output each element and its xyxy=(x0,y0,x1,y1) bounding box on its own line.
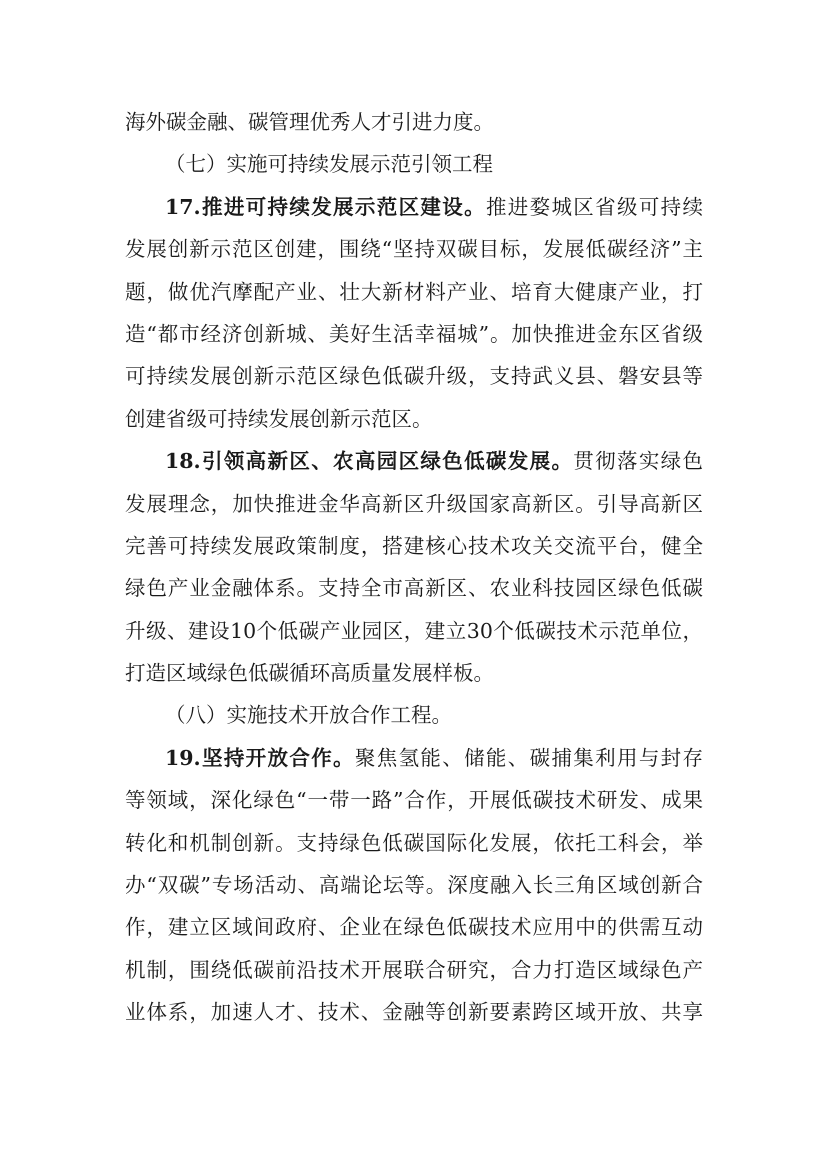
item-17-first-line xyxy=(125,186,703,228)
document-page xyxy=(125,101,703,1034)
paragraph-line: 机制，围绕低碳前沿技术开展联合研究，合力打造区域绿色产 xyxy=(125,957,703,982)
section-heading-7: （七）实施可持续发展示范引领工程 xyxy=(165,152,493,177)
paragraph-line: 发展创新示范区创建，围绕“坚持双碳目标，发展低碳经济”主 xyxy=(125,237,703,262)
paragraph-line: 办“双碳”专场活动、高端论坛等。深度融入长三角区域创新合 xyxy=(125,873,703,898)
item-17-lead: 17.推进可持续发展示范区建设。 xyxy=(165,194,486,219)
paragraph-line: 作，建立区域间政府、企业在绿色低碳技术应用中的供需互动 xyxy=(125,915,703,940)
paragraph-line: 升级、建设10个低碳产业园区，建立30个低碳技术示范单位， xyxy=(125,618,703,643)
item-18-lead: 18.引领高新区、农高园区绿色低碳发展。 xyxy=(165,449,574,474)
paragraph-line: 打造区域绿色低碳循环高质量发展样板。 xyxy=(125,661,494,686)
paragraph-line: 题，做优汽摩配产业、壮大新材料产业、培育大健康产业，打 xyxy=(125,279,703,304)
item-19-first-text: 聚焦氢能、储能、碳捕集利用与封存 xyxy=(354,745,703,770)
item-18-first-line xyxy=(125,440,703,482)
item-17-first-text: 推进婺城区省级可持续 xyxy=(485,194,704,219)
paragraph-line: 创建省级可持续发展创新示范区。 xyxy=(125,406,433,431)
paragraph-line: 转化和机制创新。支持绿色低碳国际化发展，依托工科会，举 xyxy=(125,830,703,855)
item-18-first-text: 贯彻落实绿色 xyxy=(573,449,703,474)
item-19-first-line xyxy=(125,737,703,779)
paragraph-line: 绿色产业金融体系。支持全市高新区、农业科技园区绿色低碳 xyxy=(125,576,703,601)
item-19-lead: 19.坚持开放合作。 xyxy=(165,745,355,770)
paragraph-line: 完善可持续发展政策制度，搭建核心技术攻关交流平台，健全 xyxy=(125,533,703,558)
paragraph-line: 海外碳金融、碳管理优秀人才引进力度。 xyxy=(125,110,494,134)
paragraph-line: 业体系，加速人才、技术、金融等创新要素跨区域开放、共享 xyxy=(125,1000,703,1025)
paragraph-line: 等领域，深化绿色“一带一路”合作，开展低碳技术研发、成果 xyxy=(125,788,703,813)
paragraph-line: 可持续发展创新示范区绿色低碳升级，支持武义县、磐安县等 xyxy=(125,364,703,389)
paragraph-line: 造“都市经济创新城、美好生活幸福城”。加快推进金东区省级 xyxy=(125,321,703,346)
paragraph-line: 发展理念，加快推进金华高新区升级国家高新区。引导高新区 xyxy=(125,491,703,516)
section-heading-8: （八）实施技术开放合作工程。 xyxy=(165,703,452,728)
